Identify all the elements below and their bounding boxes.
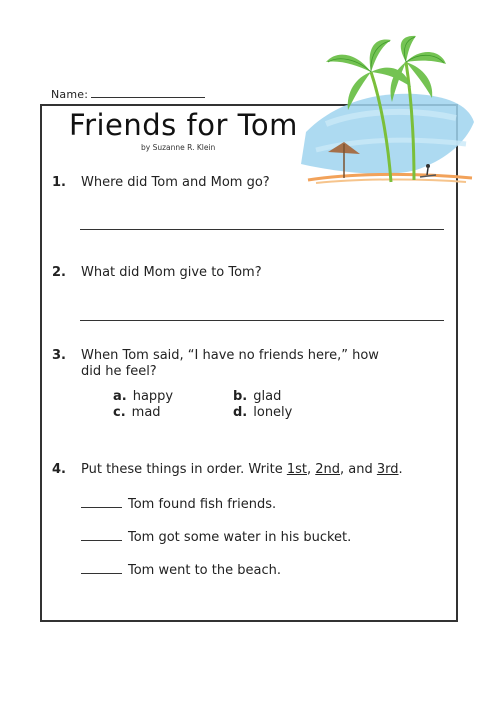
choice-a[interactable] [113,389,173,404]
order-item-1-text: Tom found fish friends. [128,497,277,512]
question-3-number: 3. [52,348,66,363]
order-item-1 [81,495,276,512]
order-item-2-text: Tom got some water in his bucket. [128,530,352,545]
order-item-3-text: Tom went to the beach. [128,563,281,578]
author-byline: by Suzanne R. Klein [141,143,216,152]
ordinal-3rd: 3rd [376,462,399,477]
question-2-answer-line[interactable] [80,320,444,321]
name-label: Name: [51,88,89,101]
ordinal-2nd: 2nd [315,462,341,477]
question-1-answer-line[interactable] [80,229,444,230]
worksheet-title: Friends for Tom [69,108,298,142]
choice-a-text: happy [132,389,174,404]
question-1-text: Where did Tom and Mom go? [81,175,270,190]
ordinal-1st: 1st [286,462,307,477]
order-item-3 [81,561,281,578]
order-blank-1[interactable] [81,495,122,508]
question-4-sep-2: , and [340,462,377,477]
choice-a-letter: a. [113,389,127,404]
question-1-number: 1. [52,175,66,190]
choice-b-letter: b. [233,389,248,404]
choice-c-text: mad [131,405,161,420]
question-4-end: . [398,462,403,477]
choice-d-letter: d. [233,405,248,420]
choice-c-letter: c. [113,405,126,420]
question-4-text [81,462,421,478]
name-field[interactable] [51,86,205,101]
name-blank-line[interactable] [91,86,205,98]
order-item-2 [81,528,351,545]
order-blank-2[interactable] [81,528,122,541]
order-blank-3[interactable] [81,561,122,574]
choice-c[interactable] [113,405,161,420]
beach-palm-illustration [296,32,476,197]
question-3-text: When Tom said, “I have no friends here,” how did he feel? [81,348,379,379]
choice-b[interactable] [233,389,281,404]
choice-d[interactable] [233,405,292,420]
choice-d-text: lonely [253,405,293,420]
question-4-number: 4. [52,462,66,477]
question-2-text: What did Mom give to Tom? [81,265,262,280]
question-2-number: 2. [52,265,66,280]
question-4-text-pre: Put these things in order. Write [81,462,287,477]
choice-b-text: glad [253,389,282,404]
question-4-sep-1: , [307,462,316,477]
